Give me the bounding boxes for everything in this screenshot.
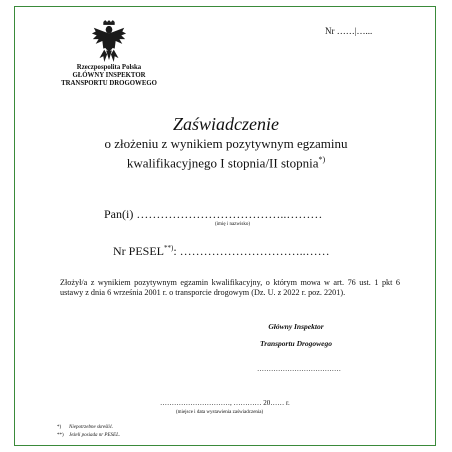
header-country: Rzeczpospolita Polska	[76, 64, 142, 71]
signature-title-line1: Główny Inspektor	[268, 322, 324, 331]
place-date-line: …………………………, ………… 20…… r.	[160, 399, 290, 407]
polish-eagle-icon	[90, 20, 128, 64]
header-office-sub: TRANSPORTU DROGOWEGO	[61, 80, 157, 87]
footnote-2-text: Jeżeli posiada nr PESEL.	[69, 433, 121, 438]
footnote-2-mark: **)	[57, 433, 64, 438]
name-field: Pan(i) ………………………………..………	[104, 207, 323, 221]
signature-title-line2: Transportu Drogowego	[259, 339, 333, 348]
issuer-header	[40, 64, 178, 88]
footnote-1-mark: *)	[57, 425, 62, 430]
footnote-2	[57, 433, 120, 438]
signature-line: ………………………………	[257, 365, 341, 373]
certificate-number: Nr ……|…...	[325, 26, 373, 36]
pesel-field	[113, 244, 330, 259]
pesel-dots: : …………………………..……	[173, 244, 330, 258]
footnote-1-text: Niepotrzebne skreślić.	[69, 425, 114, 430]
place-date-hint: (miejsce i data wystawienia zaświadczenia)	[176, 410, 264, 415]
header-office: GŁÓWNY INSPEKTOR	[72, 72, 146, 79]
subtitle-line2-text: kwalifikacyjnego I stopnia/II stopnia	[126, 155, 319, 171]
name-field-hint: (imię i nazwisko)	[215, 222, 250, 227]
document-subtitle-line2	[0, 155, 452, 171]
footnote-1	[57, 425, 113, 430]
statement-text: Złożył/a z wynikiem pozytywnym egzamin kwalifikacyjny, o którym mowa w art. 76 ust. 1 pkt 6 ustawy z dnia 6 września 2001 r. o transporcie drogowym (Dz. U. z 2022 r. poz. 2201).	[60, 278, 400, 297]
subtitle-footnote-mark: *)	[318, 155, 326, 164]
pesel-label: Nr PESEL	[113, 244, 164, 258]
pesel-footnote-mark: **)	[164, 244, 174, 252]
document-title: Zaświadczenie	[173, 114, 279, 134]
document-subtitle-line1: o złożeniu z wynikiem pozytywnym egzaminu	[104, 136, 348, 151]
